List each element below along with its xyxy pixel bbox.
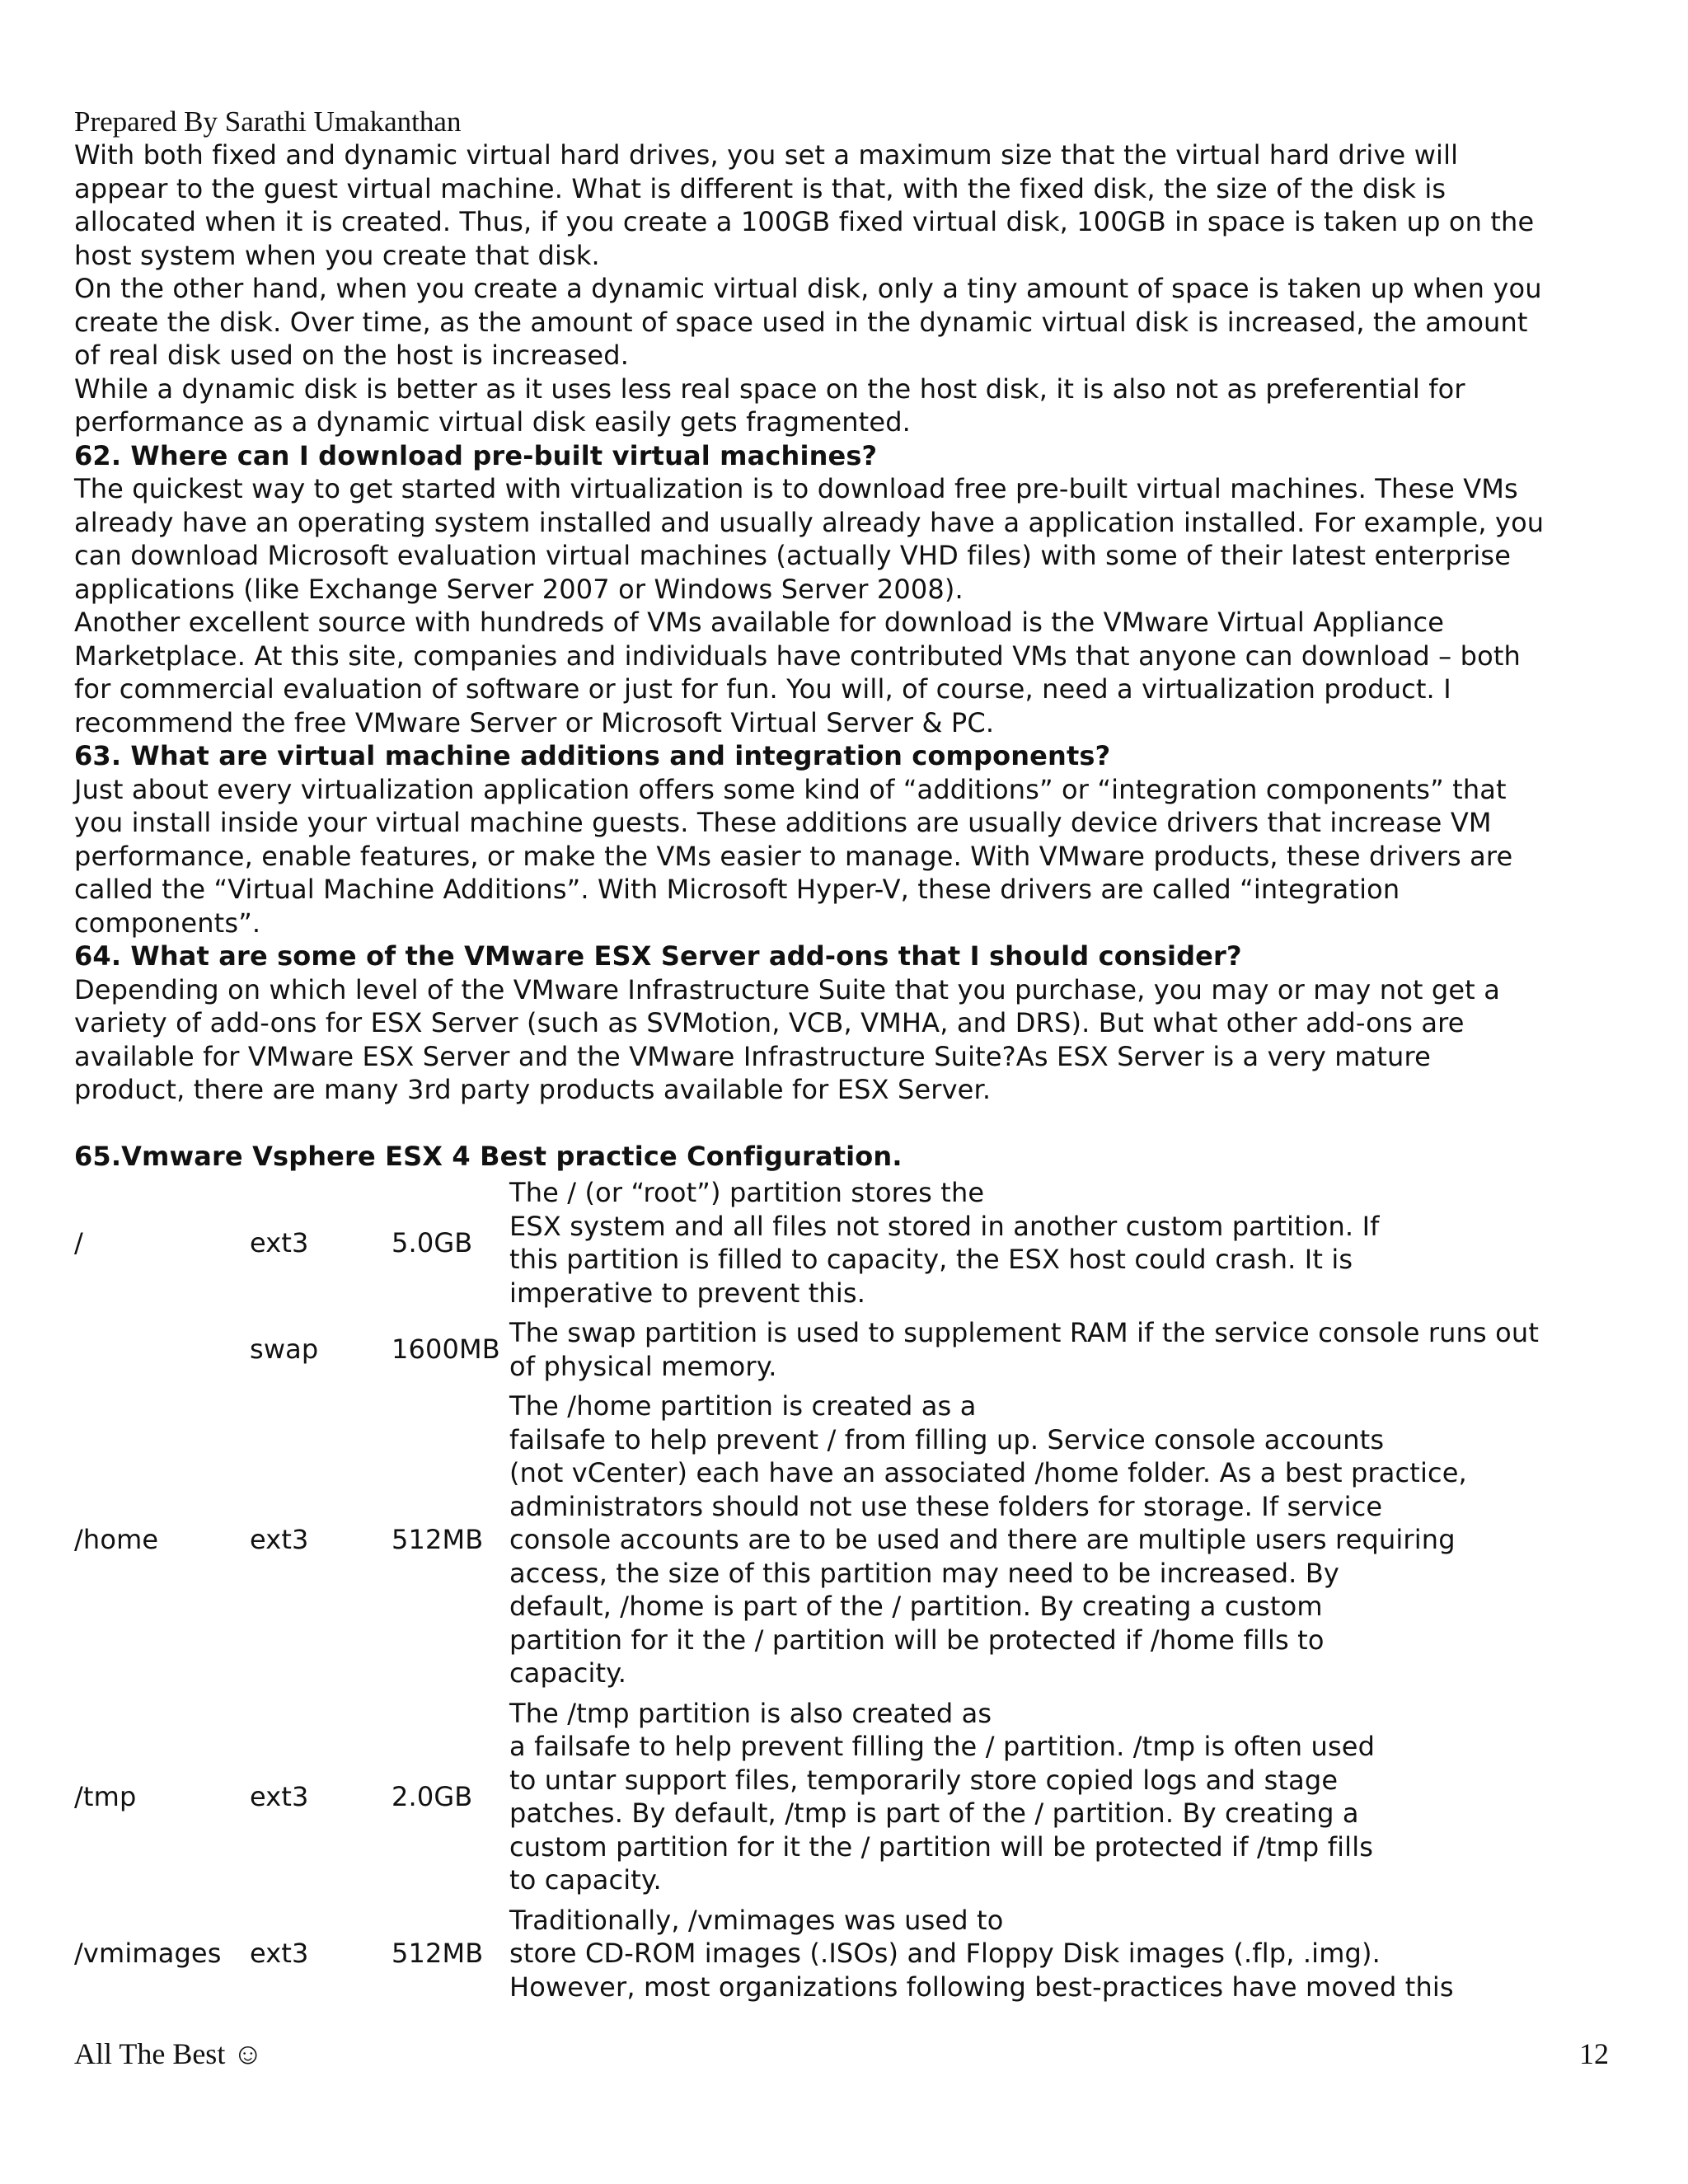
partition-description — [509, 1694, 1622, 1900]
partition-size: 5.0GB — [392, 1226, 473, 1258]
text-line: can download Microsoft evaluation virtual machines (actually VHD files) with some of their latest enterprise — [74, 540, 1512, 571]
partition-filesystem: ext3 — [250, 1938, 309, 1969]
text-line: patches. By default, /tmp is part of the / partition. By creating a — [509, 1797, 1359, 1829]
partition-description — [509, 1313, 1622, 1386]
partition-mount: /vmimages — [74, 1938, 222, 1969]
table-row — [74, 1694, 1622, 1900]
text-line: Traditionally, /vmimages was used to — [509, 1904, 1004, 1936]
question-62-heading: 62. Where can I download pre-built virtual machines? — [74, 439, 878, 471]
answer-64-paragraph — [74, 973, 1624, 1107]
partition-mount: /home — [74, 1524, 159, 1555]
partition-mount: / — [74, 1226, 83, 1258]
text-line: With both fixed and dynamic virtual hard drives, you set a maximum size that the virtual hard drive will — [74, 139, 1459, 171]
text-line: imperative to prevent this. — [509, 1277, 866, 1309]
document-header: Prepared By Sarathi Umakanthan — [74, 105, 462, 138]
text-line: partition for it the / partition will be protected if /home fills to — [509, 1624, 1325, 1656]
table-row — [74, 1313, 1622, 1386]
table-row — [74, 1900, 1622, 2008]
text-line: performance, enable features, or make the VMs easier to manage. With VMware products, these drivers are — [74, 840, 1513, 872]
page-number: 12 — [1579, 2037, 1609, 2070]
text-line: The /home partition is created as a — [509, 1390, 977, 1422]
text-line: The quickest way to get started with virtualization is to download free pre-built virtual machines. These VMs — [74, 473, 1518, 504]
question-64-heading: 64. What are some of the VMware ESX Server add-ons that I should consider? — [74, 940, 1242, 972]
text-line: product, there are many 3rd party products available for ESX Server. — [74, 1074, 992, 1105]
text-line: components”. — [74, 907, 261, 939]
text-line: already have an operating system installed and usually already have a application installed. For example, you — [74, 506, 1545, 538]
text-line: Another excellent source with hundreds of VMs available for download is the VMware Virtual Appliance — [74, 607, 1445, 638]
text-line: of real disk used on the host is increased. — [74, 340, 630, 371]
text-line: to untar support files, temporarily store copied logs and stage — [509, 1764, 1339, 1796]
text-line: allocated when it is created. Thus, if you create a 100GB fixed virtual disk, 100GB in space is taken up on the — [74, 206, 1535, 237]
partition-table — [74, 1173, 1622, 2007]
text-line: a failsafe to help prevent filling the / partition. /tmp is often used — [509, 1731, 1376, 1762]
text-line: Just about every virtualization application offers some kind of “additions” or “integration components” that — [74, 773, 1507, 805]
partition-size: 1600MB — [392, 1333, 500, 1366]
text-line: On the other hand, when you create a dynamic virtual disk, only a tiny amount of space is taken up when you — [74, 273, 1542, 304]
text-line: of physical memory. — [509, 1350, 777, 1382]
partition-description — [509, 1173, 1622, 1313]
document-body — [74, 138, 1624, 1173]
question-63-heading: 63. What are virtual machine additions and integration components? — [74, 740, 1111, 771]
partition-size: 512MB — [392, 1938, 484, 1969]
partition-filesystem: ext3 — [250, 1780, 309, 1812]
page-footer — [74, 2036, 1609, 2072]
text-line: called the “Virtual Machine Additions”. With Microsoft Hyper-V, these drivers are called “integration — [74, 874, 1400, 905]
question-65-heading: 65.Vmware Vsphere ESX 4 Best practice Configuration. — [74, 1140, 903, 1172]
text-line: host system when you create that disk. — [74, 239, 600, 271]
text-line: While a dynamic disk is better as it uses less real space on the host disk, it is also not as preferential for — [74, 373, 1465, 405]
answer-62-paragraph — [74, 472, 1624, 739]
text-line: to capacity. — [509, 1864, 662, 1896]
text-line: Marketplace. At this site, companies and individuals have contributed VMs that anyone can download – both — [74, 640, 1521, 672]
text-line: you install inside your virtual machine guests. These additions are usually device drivers that increase VM — [74, 807, 1492, 838]
text-line: appear to the guest virtual machine. What is different is that, with the fixed disk, the size of the disk is — [74, 172, 1447, 204]
partition-size: 2.0GB — [392, 1780, 473, 1812]
text-line: recommend the free VMware Server or Microsoft Virtual Server & PC. — [74, 706, 995, 738]
text-line: The swap partition is used to supplement RAM if the service console runs out — [509, 1317, 1540, 1348]
text-line: access, the size of this partition may need to be increased. By — [509, 1557, 1340, 1589]
partition-mount — [74, 1313, 250, 1386]
text-line: The / (or “root”) partition stores the — [509, 1177, 985, 1208]
text-line: The /tmp partition is also created as — [509, 1697, 992, 1729]
text-line: store CD-ROM images (.ISOs) and Floppy Disk images (.flp, .img). — [509, 1938, 1381, 1969]
paragraph-gap — [74, 1107, 1624, 1140]
text-line: default, /home is part of the / partition. By creating a custom — [509, 1591, 1323, 1622]
partition-filesystem: ext3 — [250, 1524, 309, 1555]
text-line: administrators should not use these folders for storage. If service — [509, 1490, 1383, 1522]
text-line: custom partition for it the / partition will be protected if /tmp fills — [509, 1830, 1374, 1863]
table-row — [74, 1386, 1622, 1694]
answer-63-paragraph — [74, 773, 1624, 940]
text-line: capacity. — [509, 1657, 627, 1689]
partition-description — [509, 1386, 1622, 1694]
partition-mount: /tmp — [74, 1780, 137, 1812]
footer-text: All The Best ☺ — [74, 2037, 264, 2070]
text-line: Depending on which level of the VMware Infrastructure Suite that you purchase, you may or may not get a — [74, 973, 1500, 1005]
table-row — [74, 1173, 1622, 1313]
text-line: for commercial evaluation of software or just for fun. You will, of course, need a virtualization product. I — [74, 673, 1451, 705]
partition-filesystem: ext3 — [250, 1226, 309, 1258]
text-line: console accounts are to be used and there are multiple users requiring — [509, 1524, 1456, 1555]
text-line: available for VMware ESX Server and the VMware Infrastructure Suite?As ESX Server is a very mature — [74, 1040, 1431, 1072]
text-line: applications (like Exchange Server 2007 or Windows Server 2008). — [74, 573, 964, 605]
text-line: variety of add-ons for ESX Server (such as SVMotion, VCB, VMHA, and DRS). But what other add-ons are — [74, 1007, 1465, 1038]
intro-paragraph — [74, 138, 1624, 439]
text-line: However, most organizations following best-practices have moved this — [509, 1971, 1454, 2003]
partition-size: 512MB — [392, 1524, 484, 1555]
text-line: (not vCenter) each have an associated /home folder. As a best practice, — [509, 1457, 1467, 1488]
document-page — [74, 104, 1624, 2007]
text-line: ESX system and all files not stored in another custom partition. If — [509, 1210, 1380, 1242]
text-line: failsafe to help prevent / from filling up. Service console accounts — [509, 1423, 1385, 1455]
text-line: create the disk. Over time, as the amount of space used in the dynamic virtual disk is increased, the amount — [74, 306, 1528, 338]
text-line: this partition is filled to capacity, the ESX host could crash. It is — [509, 1244, 1353, 1275]
partition-description — [509, 1900, 1622, 2008]
partition-filesystem: swap — [250, 1333, 319, 1366]
text-line: performance as a dynamic virtual disk easily gets fragmented. — [74, 406, 911, 438]
